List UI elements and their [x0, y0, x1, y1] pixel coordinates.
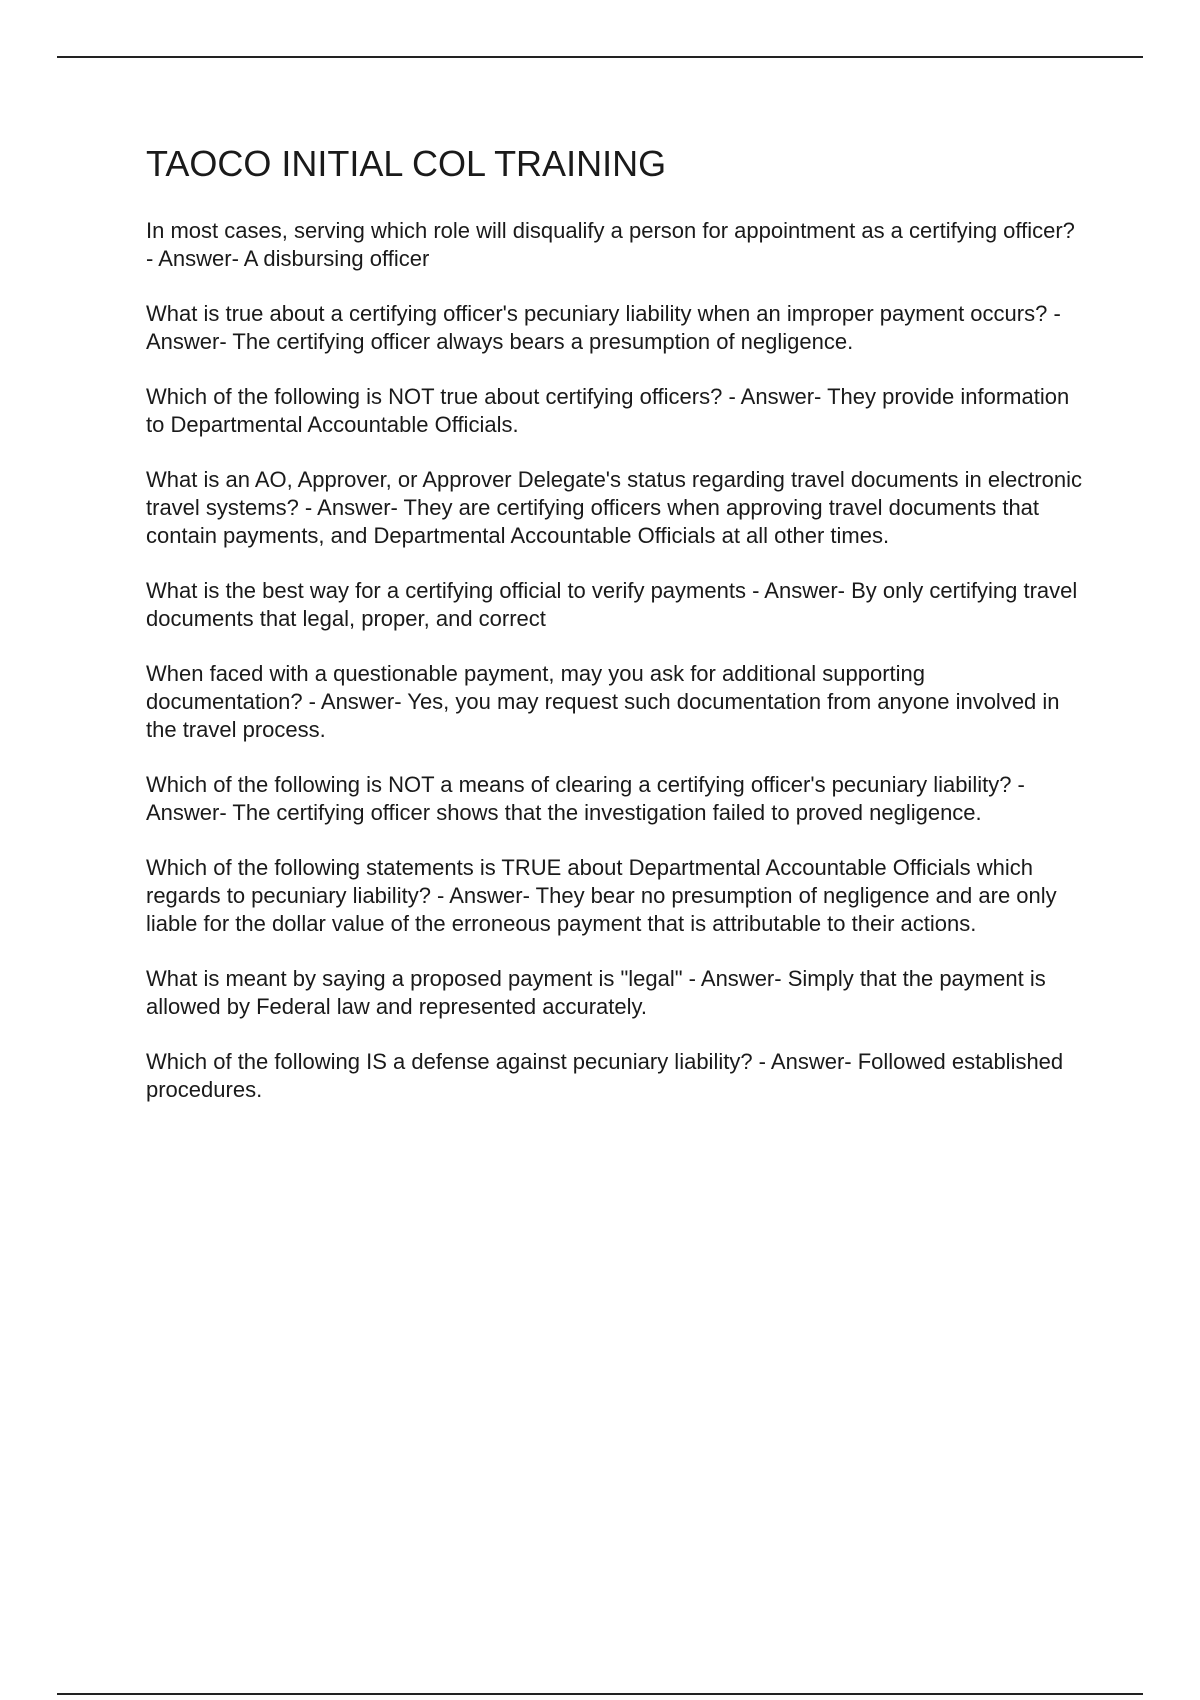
qa-item: What is meant by saying a proposed payment is "legal" - Answer- Simply that the payment is allowed by Federal law and represented accurately. — [146, 966, 1046, 1019]
qa-item: In most cases, serving which role will disqualify a person for appointment as a certifying officer? - Answer- A disbursing officer — [146, 218, 1075, 271]
document-title: TAOCO INITIAL COL TRAINING — [146, 143, 667, 184]
top-divider — [57, 56, 1143, 58]
qa-item: Which of the following statements is TRUE about Departmental Accountable Officials which regards to pecuniary liability? - Answer- They bear no presumption of negligence and are only liable for the dollar value of the erroneous payment that is attributable to their actions. — [146, 855, 1057, 936]
qa-item: Which of the following IS a defense against pecuniary liability? - Answer- Followed established procedures. — [146, 1049, 1064, 1102]
document-body — [146, 140, 1086, 1131]
qa-item: What is true about a certifying officer's pecuniary liability when an improper payment occurs? - Answer- The certifying officer always bears a presumption of negligence. — [146, 301, 1061, 354]
qa-item: When faced with a questionable payment, may you ask for additional supporting documentation? - Answer- Yes, you may request such documentation from anyone involved in the travel process. — [146, 661, 1060, 742]
qa-item: Which of the following is NOT true about certifying officers? - Answer- They provide information to Departmental Accountable Officials. — [146, 384, 1070, 437]
qa-item: Which of the following is NOT a means of clearing a certifying officer's pecuniary liability? - Answer- The certifying officer shows that the investigation failed to proved negligence. — [146, 772, 1025, 825]
qa-item: What is an AO, Approver, or Approver Delegate's status regarding travel documents in electronic travel systems? - Answer- They are certifying officers when approving travel documents that contain payments, and Departmental Accountable Officials at all other times. — [146, 467, 1083, 548]
qa-item: What is the best way for a certifying official to verify payments - Answer- By only certifying travel documents that legal, proper, and correct — [146, 578, 1078, 631]
bottom-divider — [57, 1693, 1143, 1695]
